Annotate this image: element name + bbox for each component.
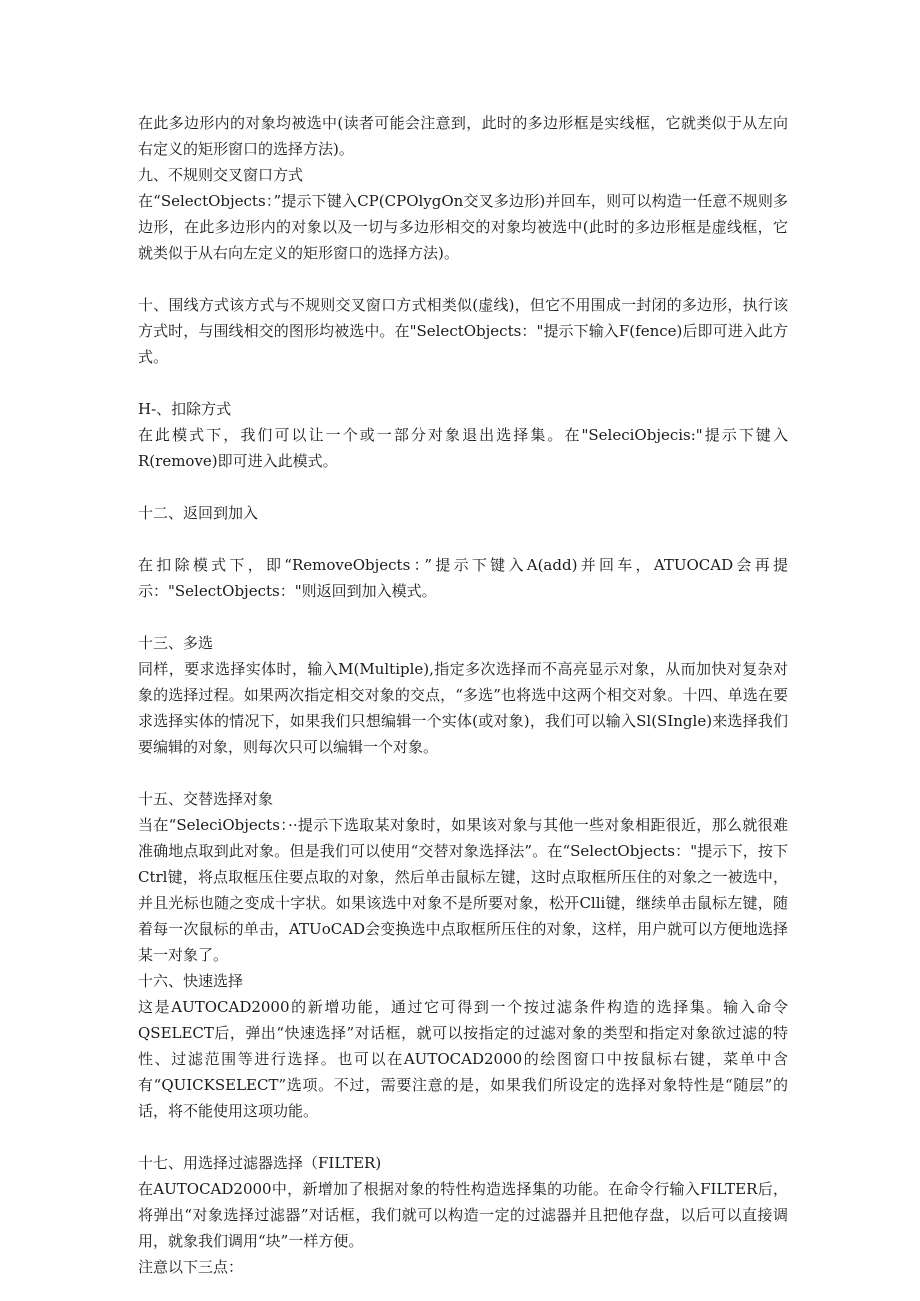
paragraph: 当在“SeleciObjects：··提示下选取某对象时，如果该对象与其他一些对象相距很近，那么就很难准确地点取到此对象。但是我们可以使用“交替对象选择法”。在“SelectObjects："提示下，按下Ctrl键，将点取框压住要点取的对象，然后单击鼠标左键，这时点取框所压住的对象之一被选中，并且光标也随之变成十字状。如果该选中对象不是所要对象，松开Clli键，继续单击鼠标左键，随着每一次鼠标的单击，ATUoCAD会变换选中点取框所压住的对象，这样，用户就可以方便地选择某一对象了。	[138, 816, 788, 964]
paragraph: 同样，要求选择实体时，输入M(Multiple),指定多次选择而不高亮显示对象，从而加快对复杂对象的选择过程。如果两次指定相交对象的交点，“多选”也将选中这两个相交对象。十四、单选在要求选择实体的情况下，如果我们只想编辑一个实体(或对象)，我们可以输入Sl(SIngle)来选择我们要编辑的对象，则每次只可以编辑一个对象。	[138, 660, 788, 756]
section-heading: H-、扣除方式	[138, 400, 232, 418]
section-heading: 九、不规则交叉窗口方式	[138, 166, 304, 184]
blank-line	[138, 474, 788, 500]
paragraph: 在“SelectObjects：”提示下键入CP(CPOlygOn交叉多边形)并回车，则可以构造一任意不规则多边形，在此多边形内的对象以及一切与多边形相交的对象均被选中(此时的多边形框是虚线框，它就类似于从右向左定义的矩形窗口的选择方法)。	[138, 192, 788, 262]
paragraph: 十、围线方式该方式与不规则交叉窗口方式相类似(虚线)，但它不用围成一封闭的多边形，执行该方式时，与围线相交的图形均被选中。在"SelectObjects："提示下输入F(fence)后即可进入此方式。	[138, 296, 788, 366]
paragraph: 注意以下三点：	[138, 1258, 244, 1276]
blank-line	[138, 604, 788, 630]
section-heading: 十二、返回到加入	[138, 504, 259, 522]
section-heading: 十五、交替选择对象	[138, 790, 274, 808]
section-heading: 十七、用选择过滤器选择（FILTER)	[138, 1154, 382, 1172]
paragraph: 在此多边形内的对象均被选中(读者可能会注意到，此时的多边形框是实线框，它就类似于从左向右定义的矩形窗口的选择方法)。	[138, 114, 788, 158]
blank-line	[138, 1124, 788, 1150]
blank-line	[138, 760, 788, 786]
paragraph: 在此模式下，我们可以让一个或一部分对象退出选择集。在"SeleciObjecis:"提示下键入R(remove)即可进入此模式。	[138, 426, 788, 470]
section-heading: 十六、快速选择	[138, 972, 244, 990]
document-page	[138, 110, 788, 1280]
paragraph: 在扣除模式下，即“RemoveObjects：”提示下键入A(add)并回车，ATUOCAD会再提示："SelectObjects："则返回到加入模式。	[138, 556, 788, 600]
section-heading: 十三、多选	[138, 634, 214, 652]
paragraph: 在AUTOCAD2000中，新增加了根据对象的特性构造选择集的功能。在命令行输入FILTER后，将弹出“对象选择过滤器”对话框，我们就可以构造一定的过滤器并且把他存盘，以后可以直接调用，就象我们调用“块”一样方便。	[138, 1180, 788, 1250]
paragraph: 这是AUTOCAD2000的新增功能，通过它可得到一个按过滤条件构造的选择集。输入命令QSELECT后，弹出“快速选择”对话框，就可以按指定的过滤对象的类型和指定对象欲过滤的特性、过滤范围等进行选择。也可以在AUTOCAD2000的绘图窗口中按鼠标右键，菜单中含有“QUICKSELECT”选项。不过，需要注意的是，如果我们所设定的选择对象特性是“随层”的话，将不能使用这项功能。	[138, 998, 788, 1120]
blank-line	[138, 526, 788, 552]
blank-line	[138, 266, 788, 292]
blank-line	[138, 370, 788, 396]
